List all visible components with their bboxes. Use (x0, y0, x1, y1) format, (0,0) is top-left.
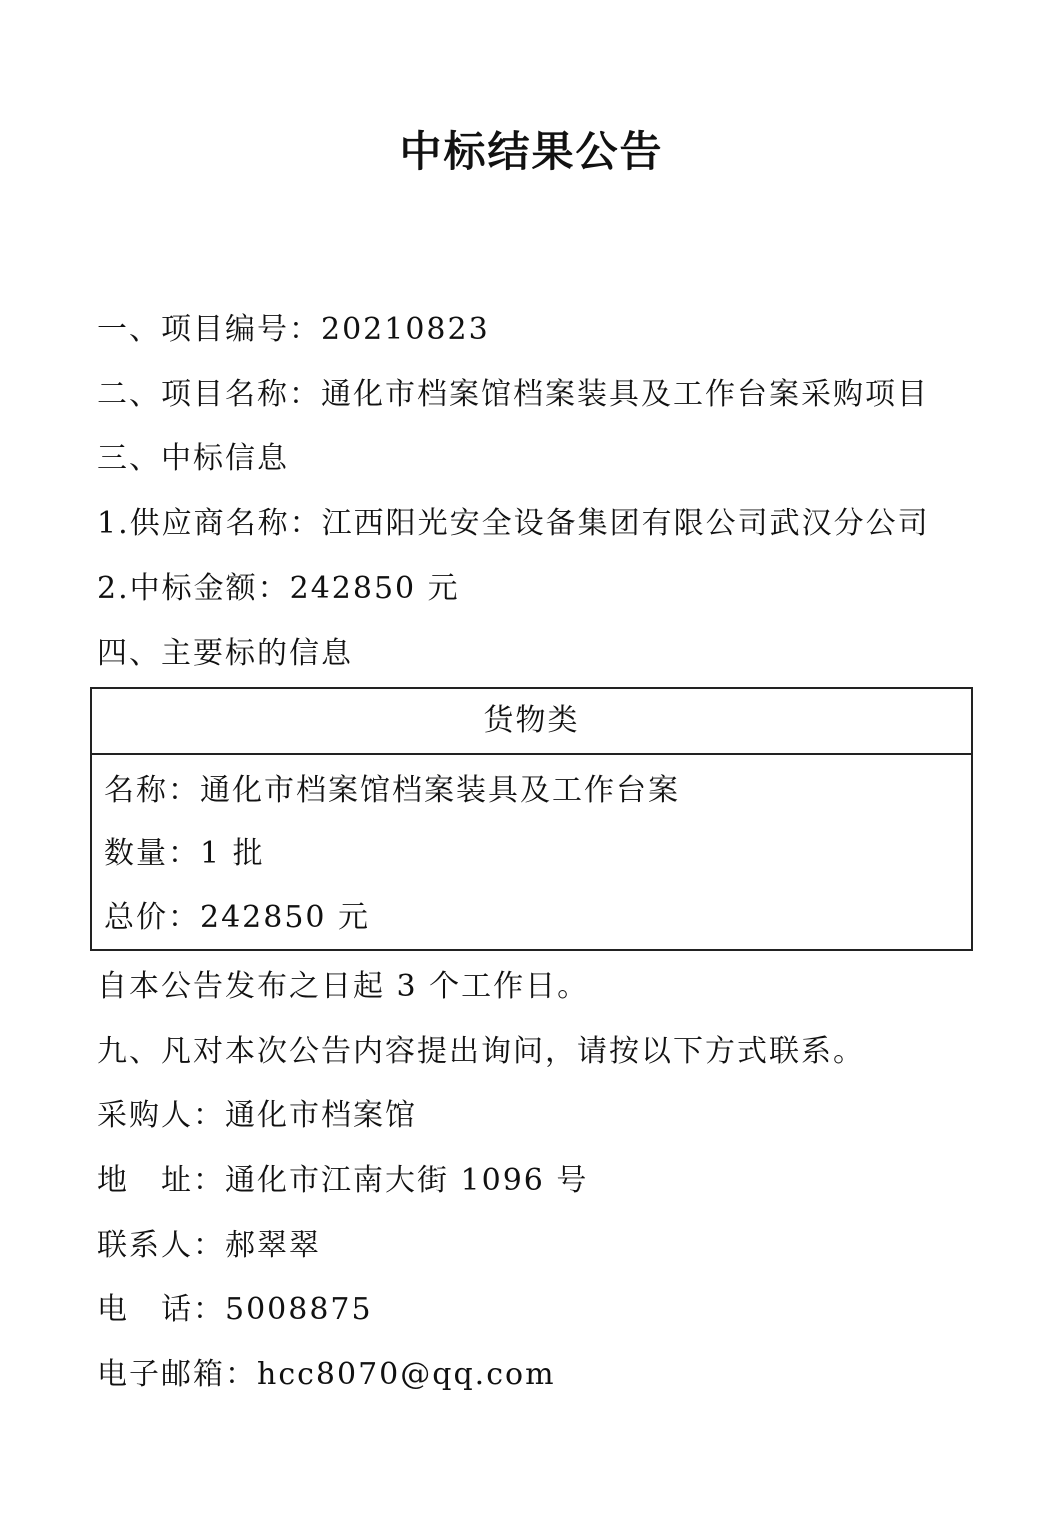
award-info-heading: 三、中标信息 (97, 441, 289, 476)
project-number: 一、项目编号：20210823 (97, 312, 490, 347)
contact-person: 联系人：郝翠翠 (97, 1228, 321, 1263)
supplier-name: 1.供应商名称：江西阳光安全设备集团有限公司武汉分公司 (97, 506, 930, 541)
email-address: 电子邮箱：hcc8070@qq.com (97, 1357, 556, 1392)
goods-name: 名称：通化市档案馆档案装具及工作台案 (104, 773, 680, 808)
purchaser: 采购人：通化市档案馆 (97, 1098, 417, 1133)
goods-quantity: 数量：1 批 (104, 836, 265, 871)
page-title: 中标结果公告 (399, 127, 664, 176)
phone-number: 电 话：5008875 (97, 1292, 373, 1327)
subject-info-heading: 四、主要标的信息 (97, 636, 353, 671)
address: 地 址：通化市江南大街 1096 号 (97, 1163, 589, 1198)
award-amount: 2.中标金额：242850 元 (97, 571, 460, 606)
inquiry-heading: 九、凡对本次公告内容提出询问，请按以下方式联系。 (97, 1034, 865, 1069)
goods-table (90, 687, 973, 951)
project-name: 二、项目名称：通化市档案馆档案装具及工作台案采购项目 (97, 377, 929, 412)
announcement-period: 自本公告发布之日起 3 个工作日。 (97, 969, 590, 1004)
goods-total: 总价：242850 元 (104, 900, 371, 935)
goods-table-header: 货物类 (92, 689, 971, 755)
